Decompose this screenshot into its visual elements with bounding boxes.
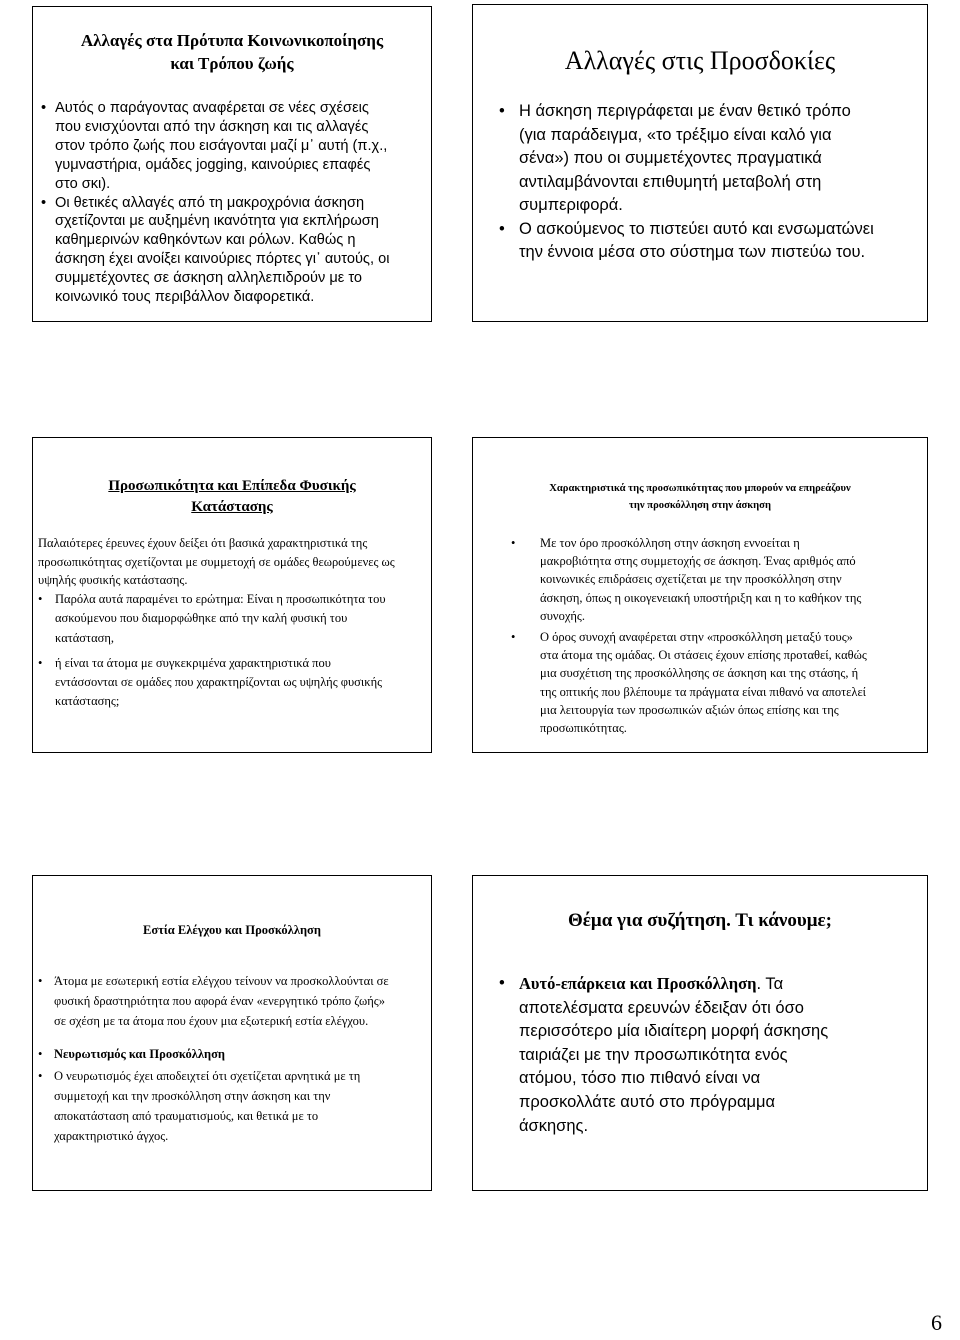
- slide-title: Εστία Ελέγχου και Προσκόλληση: [143, 923, 321, 937]
- bullet-list: [41, 99, 393, 307]
- list-item: [499, 100, 874, 218]
- list-item: [41, 99, 393, 194]
- bullet-list: [499, 972, 829, 1138]
- list-item: [499, 218, 874, 265]
- slide-title: Αλλαγές στις Προσδοκίες: [564, 46, 836, 75]
- list-item: [511, 534, 867, 625]
- list-item: [38, 590, 393, 648]
- list-item: [499, 972, 829, 1138]
- bullet-list: [38, 972, 398, 1146]
- list-item: [38, 1045, 398, 1065]
- bullet-text: Αυτός ο παράγοντας αναφέρεται σε νέες σχέσεις που ενισχύονται από την άσκηση και τις αλλαγές στον τρόπο ζωής που εισάγονται μαζί μ᾽ αυτή (π.χ., γυμναστήρια, ομάδες jogging, καινούριες επαφές στο σκι).: [55, 100, 388, 192]
- list-item: [511, 628, 867, 737]
- bullet-text: Ο όρος συνοχή αναφέρεται στην «προσκόλληση μεταξύ τους» στα άτομα της ομάδας. Οι στάσεις έχουν επίσης προταθεί, καθώς μια συσχέτιση της προσκόλλησης σε άσκηση και της στάσης, ή της οπτικής που βλέπουμε τα πράγματα είναι πιθανό να αποτελεί μια λειτουργία των προσωπικών αξιών όπως επίσης και της προσωπικότητας.: [540, 630, 867, 736]
- bullet-icon: •: [499, 974, 505, 992]
- bullet-icon: •: [41, 194, 47, 211]
- title-line: και Τρόπου ζωής: [170, 54, 294, 73]
- list-item: [41, 194, 393, 307]
- bullet-text: Άτομα με εσωτερική εστία ελέγχου τείνουν να προσκολλούνται σε φυσική δραστηριότητα που αφορά έναν «ενεργητικό τρόπο ζωής» σε σχέση με τα άτομα που έχουν μια εξωτερική εστία ελέγχου.: [54, 974, 389, 1028]
- bullet-icon: •: [511, 630, 516, 645]
- slide-title: [33, 476, 431, 518]
- subheading: Νευρωτισμός και Προσκόλληση: [54, 1047, 225, 1062]
- bullet-text: ή είναι τα άτομα με συγκεκριμένα χαρακτηριστικά που εντάσσονται σε ομάδες που χαρακτηρίζονται ως υψηλής φυσικής κατάστασης;: [55, 655, 383, 709]
- title-line: την προσκόλληση στην άσκηση: [629, 500, 771, 511]
- slide-title: Θέμα για συζήτηση. Τι κάνουμε;: [568, 910, 832, 931]
- title-line: Αλλαγές στα Πρότυπα Κοινωνικοποίησης: [80, 31, 384, 50]
- slide-expectations-changes: [472, 4, 928, 322]
- bullet-icon: •: [41, 100, 47, 116]
- slide-socialization-changes: [32, 6, 432, 322]
- bullet-icon: •: [38, 974, 43, 988]
- slide-title: [33, 29, 431, 75]
- bullet-text: Παρόλα αυτά παραμένει το ερώτημα: Είναι η προσωπικότητα του ασκούμενου που διαμορφώθηκε από την καλή φυσική του κατάσταση,: [55, 592, 386, 645]
- list-item: [38, 972, 398, 1031]
- slide-title: [473, 480, 927, 514]
- list-item: [38, 654, 393, 712]
- slide-personality-fitness: [32, 437, 432, 753]
- bullet-icon: •: [38, 1047, 43, 1062]
- slide-locus-of-control: [32, 875, 432, 1191]
- bullet-text: Ο νευρωτισμός έχει αποδειχτεί ότι σχετίζεται αρνητικά με τη συμμετοχή και την προσκόλληση στην άσκηση και την αποκατάσταση από τραυματισμούς, και θετικά με το χαρακτηριστικό άγχος.: [54, 1069, 361, 1143]
- page-number: 6: [931, 1310, 942, 1335]
- bullet-list: [499, 100, 874, 265]
- bullet-text: Με τον όρο προσκόλληση στην άσκηση εννοείται η μακροβιότητα στης συμμετοχής σε άσκηση. Ένας αριθμός από κοινωνικές επιδράσεις σχετίζεται με την προσκόλληση στην άσκηση, όπως η οικογενειακή υποστήριξη και η το καθήκον της συνοχής.: [540, 536, 862, 623]
- bullet-icon: •: [499, 219, 505, 238]
- bullet-text: Οι θετικές αλλαγές από τη μακροχρόνια άσκηση σχετίζονται με αυξημένη ικανότητα για εκπλήρωση καθημερινών καθηκόντων και ρόλων. Καθώς η άσκηση έχει ανοίξει καινούριες πόρτες γι᾽ αυτούς, οι συμμετέχοντες σε άσκηση αλληλεπιδρούν με το κοινωνικό τους περιβάλλον διαφορετικά.: [55, 194, 390, 306]
- title-line: Προσωπικότητα και Επίπεδα Φυσικής: [108, 478, 356, 494]
- bullet-text: Ο ασκούμενος το πιστεύει αυτό και ενσωματώνει την έννοια μέσα στο σύστημα των πιστεύω του.: [519, 219, 874, 261]
- bullet-bold-lead: Αυτό-επάρκεια και Προσκόλληση: [519, 974, 757, 993]
- bullet-icon: •: [511, 536, 516, 550]
- intro-paragraph: Παλαιότερες έρευνες έχουν δείξει ότι βασικά χαρακτηριστικά της προσωπικότητας σχετίζονται με συμμετοχή σε ομάδες θεωρούμενες ως υψηλής φυσικής κατάστασης.: [38, 536, 395, 588]
- bullet-icon: •: [499, 102, 505, 120]
- bullet-icon: •: [38, 592, 43, 606]
- bullet-icon: •: [38, 1069, 43, 1084]
- title-line: Κατάστασης: [191, 499, 273, 515]
- slide-discussion-topic: [472, 875, 928, 1191]
- bullet-list: [38, 590, 393, 712]
- bullet-icon: •: [38, 655, 43, 670]
- bullet-text: Η άσκηση περιγράφεται με έναν θετικό τρόπο (για παράδειγμα, «το τρέξιμο είναι καλό για σένα») που οι συμμετέχοντες πραγματικά αντιλαμβάνονται επιθυμητή μεταβολή στη συμπεριφορά.: [519, 102, 851, 214]
- bullet-text: . Τα αποτελέσματα ερευνών έδειξαν ότι όσο περισσότερο μία ιδιαίτερη μορφή άσκησης ταιριάζει με την προσωπικότητα ενός ατόμου, τόσο πιο πιθανό είναι να προσκολλάτε αυτό στο πρόγραμμα άσκησης.: [519, 975, 829, 1135]
- slide-personality-adherence: [472, 437, 928, 753]
- title-line: Χαρακτηριστικά της προσωπικότητας που μπορούν να επηρεάζουν: [549, 483, 851, 494]
- bullet-list: [511, 534, 867, 737]
- list-item: [38, 1067, 398, 1146]
